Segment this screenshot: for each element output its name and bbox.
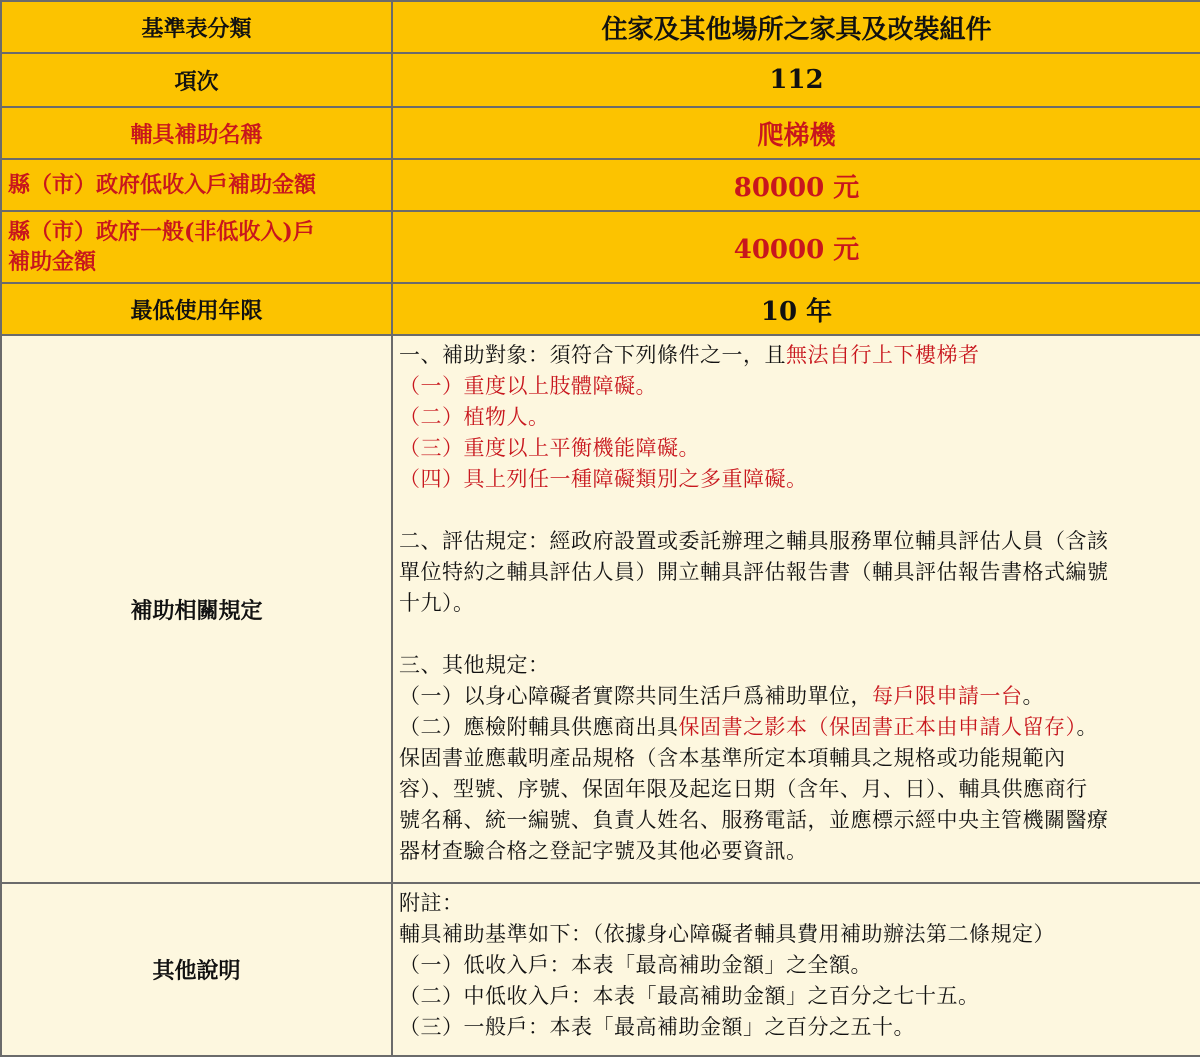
row-low-income-amount xyxy=(1,159,1200,211)
s1-item: （三）重度以上平衡機能障礙。 xyxy=(399,436,700,460)
low-income-amount-value: 80000 元 xyxy=(392,159,1200,211)
row-category xyxy=(1,1,1200,53)
notes-line: 附註： xyxy=(399,891,464,915)
s3-more-line: 保固書並應載明產品規格（含本基準所定本項輔具之規格或功能規範內 xyxy=(399,746,1066,770)
row-general-amount xyxy=(1,211,1200,283)
s3-item-1-highlight: 每戶限申請一台 xyxy=(872,684,1023,708)
general-amount-label-line1: 縣（市）政府一般(非低收入)戶 xyxy=(8,219,315,245)
notes-label: 其他說明 xyxy=(1,883,392,1056)
general-amount-value: 40000 元 xyxy=(392,211,1200,283)
notes-line: （三）一般戶：本表「最高補助金額」之百分之五十。 xyxy=(399,1015,915,1039)
s1-item: （四）具上列任一種障礙類別之多重障礙。 xyxy=(399,467,808,491)
s3-more-line: 容）、型號、序號、保固年限及起迄日期（含年、月、日）、輔具供應商行 xyxy=(399,777,1088,801)
spacer xyxy=(399,495,1194,526)
s3-item-1: （一）以身心障礙者實際共同生活戶爲補助單位，每戶限申請一台。 xyxy=(399,684,1044,708)
notes-content xyxy=(392,883,1200,1056)
s1-title-highlight: 無法自行上下樓梯者 xyxy=(786,343,980,367)
row-device-name xyxy=(1,107,1200,159)
general-amount-label-line2: 補助金額 xyxy=(8,249,97,275)
low-income-amount-label: 縣（市）政府低收入戶補助金額 xyxy=(1,159,392,211)
notes-line: （二）中低收入戶：本表「最高補助金額」之百分之七十五。 xyxy=(399,984,980,1008)
min-years-label: 最低使用年限 xyxy=(1,283,392,335)
s1-title: 一、補助對象：須符合下列條件之一，且無法自行上下樓梯者 xyxy=(399,343,980,367)
notes-line: （一）低收入戶：本表「最高補助金額」之全額。 xyxy=(399,953,872,977)
regulations-label: 補助相關規定 xyxy=(1,335,392,883)
device-name-value: 爬梯機 xyxy=(392,107,1200,159)
regulations-content xyxy=(392,335,1200,883)
s2-line: 十九）。 xyxy=(399,591,475,615)
s3-more-line: 號名稱、統一編號、負責人姓名、服務電話，並應標示經中央主管機關醫療 xyxy=(399,808,1109,832)
s3-title: 三、其他規定： xyxy=(399,653,550,677)
row-item-no xyxy=(1,53,1200,107)
min-years-value: 10 年 xyxy=(392,283,1200,335)
s3-more-line: 器材查驗合格之登記字號及其他必要資訊。 xyxy=(399,839,808,863)
s2-line: 二、評估規定：經政府設置或委託辦理之輔具服務單位輔具評估人員（含該 xyxy=(399,529,1109,553)
item-no-label: 項次 xyxy=(1,53,392,107)
row-regulations xyxy=(1,335,1200,883)
row-notes xyxy=(1,883,1200,1056)
row-min-years xyxy=(1,283,1200,335)
category-label: 基準表分類 xyxy=(1,1,392,53)
s3-item-2: （二）應檢附輔具供應商出具保固書之影本（保固書正本由申請人留存）。 xyxy=(399,715,1098,739)
device-name-label: 輔具補助名稱 xyxy=(1,107,392,159)
spacer xyxy=(399,619,1194,650)
s1-item: （二）植物人。 xyxy=(399,405,550,429)
s2-line: 單位特約之輔具評估人員）開立輔具評估報告書（輔具評估報告書格式編號 xyxy=(399,560,1109,584)
s3-item-2-highlight: 保固書之影本（保固書正本由申請人留存） xyxy=(678,715,1077,739)
notes-line: 輔具補助基準如下：（依據身心障礙者輔具費用補助辦法第二條規定） xyxy=(399,922,1055,946)
item-no-value: 112 xyxy=(392,53,1200,107)
general-amount-label xyxy=(1,211,392,283)
category-value: 住家及其他場所之家具及改裝組件 xyxy=(392,1,1200,53)
s1-item: （一）重度以上肢體障礙。 xyxy=(399,374,657,398)
